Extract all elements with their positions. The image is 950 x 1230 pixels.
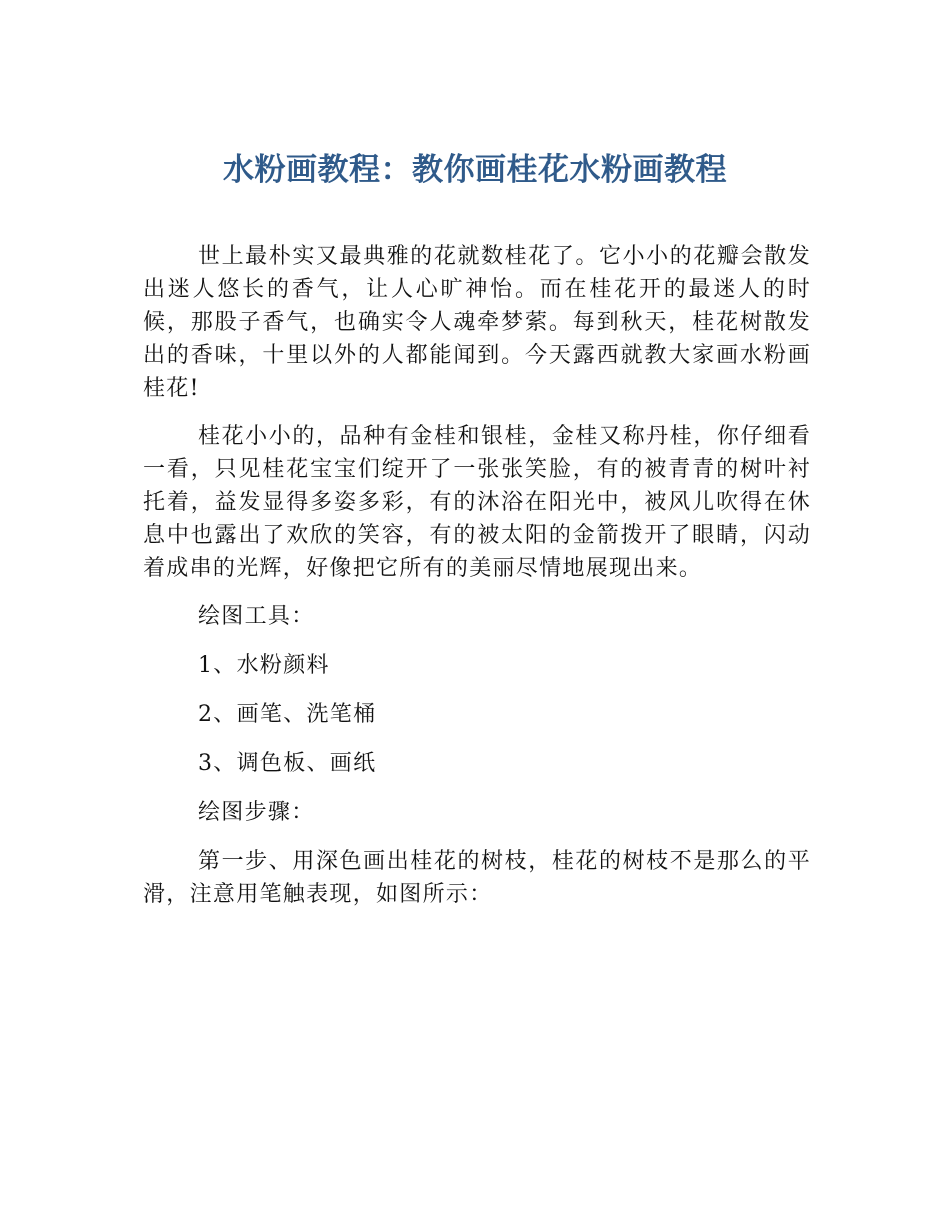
paragraph-tool-2: 2、画笔、洗笔桶 [198,702,377,727]
paragraph-tool-1: 1、水粉颜料 [198,653,330,678]
paragraph-step-1: 第一步、用深色画出桂花的树枝，桂花的树枝不是那么的平滑，注意用笔触表现，如图所示： [143,849,811,907]
document-body [143,240,811,926]
paragraph-description: 桂花小小的，品种有金桂和银桂，金桂又称丹桂，你仔细看一看，只见桂花宝宝们绽开了一张张笑脸，有的被青青的树叶衬托着，益发显得多姿多彩，有的沐浴在阳光中，被风儿吹得在休息中也露出了欢欣的笑容，有的被太阳的金箭拨开了眼睛，闪动着成串的光辉，好像把它所有的美丽尽情地展现出来。 [143,424,811,581]
paragraph-intro: 世上最朴实又最典雅的花就数桂花了。它小小的花瓣会散发出迷人悠长的香气，让人心旷神怡。而在桂花开的最迷人的时候，那股子香气，也确实令人魂牵梦萦。每到秋天，桂花树散发出的香味，十里以外的人都能闻到。今天露西就教大家画水粉画桂花! [143,244,811,401]
paragraph-tools-heading: 绘图工具： [198,604,315,629]
paragraph-steps-heading: 绘图步骤： [198,800,315,825]
paragraph-tool-3: 3、调色板、画纸 [198,751,377,776]
document-title: 水粉画教程：教你画桂花水粉画教程 [223,152,727,188]
